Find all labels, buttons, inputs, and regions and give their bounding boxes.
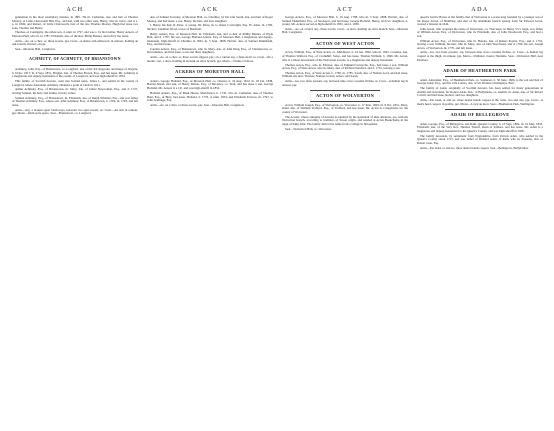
running-header: ACT [336, 7, 354, 13]
entry-paragraph: queen's Justice Baron of the family, that of Wolverton is a scion long founded by a younger son of Sir Roger Acton, of Bumbley, and that of the Aldenham branch sprung from Sir Edward Acton, created a baronet in 1644. [417, 15, 543, 27]
column [12, 5, 138, 425]
entry-paragraph: Arms—Gu. two lions passant, arg. between nine cross crosslets fitchée, or. Crest—A human leg in armour, ppr. [282, 79, 408, 87]
section-title: ACHMUTY, OF ACHMUTY, OF BRIANSTOWN [29, 57, 121, 62]
entry-paragraph: Arms—Per bend, or and az., three dexter hands couped. Seat—Bellegrove, Ballybrittas. [420, 145, 529, 150]
section-title: ACKERS OF MORETON HALL [175, 69, 245, 75]
entry-paragraph: Samuel Achmuty, Esq., of Brianstown, m. Elizabeth, dau. of Ralph Whistler, Esq., and was father of Thomas Achmuty, Esq., whose son, John Achmuty, Esq., of Brianstown, b. 1766, m. 1793, and left issue. [12, 95, 138, 107]
section-title: ADAIR OF HEATHERTON PARK [443, 68, 517, 74]
entry-paragraph: I. Henry, his heir. II. Peter, d. young. III. Mary, m. to James Cartwright, Esq. IV. Anne, m. 1790, the Rev. Jonathan Wood, rector of Bradwall. [147, 23, 273, 31]
entry-paragraph: Seat—Wolverton Hall, co. Worcester. [285, 126, 332, 131]
section-rule [310, 101, 380, 102]
entry-paragraph: Arms—Arg. a broken spear bend-ways, between two spur-rowels, az. Crest—An arm in armour, ppr. Motto—Dum spiro spero. Seat—Brianstown, co. Longford. [12, 107, 138, 116]
entry-paragraph: The Actons, whose antiquity of descent is equalled by the splendour of their alliances, are, with the Wolverton branch, according to tradition, of Saxon origin, and resided at Acton Beauchamp in the reign of King John. The family derived its name from a village in Shropshire. [282, 114, 408, 126]
entry-paragraph: dau. of Samuel Townley, of Moreton Hall, co. Cheshire, by his wife Sarah, dau. and heir of Roger Mosley, and had issue, a son, Henry, his heir, and four daughters. [147, 15, 273, 23]
entry-paragraph: Henry Ackers, Esq. of Moreton Hall, m. Elizabeth, dau. and co-heir of Phillip Bennet, of Hyde Hall, and d. 1787; his son, George Holland Ackers, Esq. of Moreton Hall, a magistrate and deputy-lieutenant, high-sheriff of Cheshire in 1832, m. 5 Sept. 1808, Harriet, dau. of Samuel Dukinfield, Esq., and had issue. [147, 31, 273, 47]
entry-paragraph: Arms—Gu. two lions passant, arg. between nine cross crosslets fitchée, or. Crest—A human leg couped at the thigh, in armour, ppr. Motto—Vaillance avance l'homme. Seat—Wolverton Hall, near Pershore. [417, 50, 543, 62]
entry-paragraph: William Acton, Esq., of Wolverton, who m. Helena, dau. of Robert Poyntz, Esq., and d. 1719, leaving a son, William, his heir, who m. Mary, dau. of John Woodward, and d. 1760; his son, Joseph Acton, of Wolverton, m. 1770, and left issue. [417, 38, 543, 50]
section-rule [445, 76, 515, 77]
entry-paragraph: Arms—Az. on a chev. or, three acorns slipped, ppr.; on a canton arg. a fleur-de-lis sa. Crest—On a mount, vert, a dove, holding in its beak an olive branch, ppr. Motto—Virtute et labore. [147, 55, 273, 63]
section-heading [282, 38, 408, 50]
entry-paragraph: This family, of Scottish descent, went into Ireland temp. James I., and settled in the county of Longford, where Alexander Achmuty obtained a grant of lands in 1621. [12, 79, 138, 87]
entry-paragraph: Arms—Az. on a bend, arg., three acorns. Crest—A dove, holding an olive branch. Seat—Moreton Hall, Congleton. [282, 26, 408, 35]
section-rule [175, 66, 245, 67]
entry-intro: Adair, Alexander, Esq., of Heatherton Park, co. Somerset, b. 30 June, 1826, is the son and heir of George Adair, Esq., and his wife Louisa, dau. of Sir Thomas Champneys, Bart. [417, 77, 543, 86]
section-heading [417, 109, 543, 121]
section-heading [147, 66, 273, 78]
section-rule [310, 48, 380, 49]
entry-paragraph: The family of Adair, originally of Scottish descent, has been settled for many generations in Antrim and in Ireland. Sir Robert Adair, Knt., of Ballymena, co. Antrim, m. Anne, dau. of Sir Robert Colvill, and had issue, Robert, and two daughters. [417, 86, 543, 98]
entry-paragraph: George Ackers, Esq., of Moreton Hall, b. 19 Aug. 1788, who m. 5 Sept. 1808, Harriet, dau. of Samuel Dukinfield, Esq., of Stockport, and had issue, George Holland, Henry, and two daughters, d. young. Mr. Ackers served as high-sheriff in 1832, and d. 1836. [282, 15, 408, 27]
entry-paragraph: Arms—Per bend, or and az., three dexter hands couped at the wrist, two and one, ppr. Crest—A man's head couped, in profile, ppr. Motto—Loyal au mort. Seat—Heatherton Park, Wellington. [417, 98, 543, 106]
column [282, 5, 408, 425]
section-heading [417, 65, 543, 77]
entry-paragraph: Arms—Az. on a chev. or, three acorns, ppr. Crest—A dexter arm embowed, in armour, holding an oak branch, fructed, all ppr. [12, 38, 138, 47]
entry-paragraph: John Acton, who acquired the estate of Wolverton, co. Worcester, in Henry VI.'s reign, was father of William Acton, Esq., of Wolverton, who m. Elizabeth, dau. of John Woodward, Esq., and had a son. [417, 26, 543, 38]
running-header: ADA [471, 7, 489, 13]
entry-paragraph: Thomas Acton, Esq., who m. Eleanor, dau. of Edmund Lutwyche, Esq., had issue a son, William Acton, Esq., of West Acton, who m. Mary, dau. of Richard Stanford, and d. 1761, leaving a son. [282, 62, 408, 71]
section-heading [12, 54, 138, 66]
section-rule [40, 54, 110, 55]
entry-paragraph: The family descends, by settlement from Wigtonshire, from Patrick Adair, who settled in the Queen's County about 1715, and was father of Richard Adair, of Rath, who m. Susanna, dau. of Robert Gale, Esq. [417, 133, 543, 145]
section-rule [445, 120, 515, 121]
section-rule [175, 77, 245, 78]
entry-intro: Adair, George, Esq., of Bellegrove, and Rath, Queen's County, b. 13 Sept. 1804, m. 16 May, 1833, Elizabeth, dau. of the Very Rev. Thomas Trench, Dean of Kildare, and has issue. Mr. Adair is a magistrate and deputy-lieutenant for the Queen's County, and was high-sheriff in 1836. [417, 121, 543, 133]
entry-intro: Acton, William, Esq., of West Acton, co. Middlesex, b. 24 Jan. 1820, who m. 1845, Caroline, dau. of Thomas Walford, Esq., of Cronkhill, Salop, and has issue, Thomas William, b. 1846. Mr. Acton, who is a lineal descendant of the Wolverton Actons, is a magistrate and deputy-lieutenant. [282, 50, 408, 62]
running-header: ACK [201, 7, 219, 13]
section-heading [282, 90, 408, 102]
entry-intro: Ackers, George Holland, Esq., of Moreton Hall, co. Chester, b. 19 Aug. 1812; m. 18 Jan. 1838, Harriet-Susan, 2nd dau. of Henry Dalton, Esq., of Beverley, co. York, and has issue a son, George Holland. Mr. Ackers is a J.P., and was high-sheriff in 1852. [147, 78, 273, 90]
entry-paragraph: Arms—Az. on a chev. or three acorns, ppr. Seat—Moreton Hall, Congleton. [150, 102, 245, 107]
column [417, 5, 543, 425]
running-header: ACH [66, 7, 84, 13]
column [147, 5, 273, 425]
section-rule [310, 90, 380, 91]
entry-paragraph: Captain Ackers, Esq., of Brianstown, who m. Mary, dau. of John King, Esq., of Charlestown, co. Roscommon, and had issue, a son and three daughters. [147, 46, 273, 55]
section-rule [445, 109, 515, 110]
section-rule [310, 38, 380, 39]
section-title: ADAIR OF BELLEGROVE [450, 112, 510, 118]
section-rule [40, 65, 110, 66]
entry-paragraph: Thomas, of Coningsby, the eldest son, d. unm. in 1797, and was s. by his brother, Henry Ackers, of Moreton Hall, who m. in 1787, Elizabeth, dau. of the Rev. Philip Bennet, and left by her issue. [12, 30, 138, 38]
entry-intro: Achmuty, John, Esq., of Brianstown, co. Longford, late of the 3rd dragoons, and major of brigade, b. 6 Dec. 1817; m. 9 Sept. 1851, Bridget, dau. of Thomas Brown, Esq., and has issue. Mr. Achmuty is a magistrate and deputy-lieutenant of the county of Longford, and was high-sheriff in 1834. [12, 66, 138, 79]
entry-paragraph: Holland Ackers, Esq., of Bank House, Manchester, b. 1745, who m. Catherine, dau. of Thomas Bent, Esq., of Bury, had issue, Holland, b. 1776, d. unm. 1834; and Elizabeth Frances, m. 1797, to John Armitage, Esq. [147, 90, 273, 103]
entry-paragraph: Seat—Moreton Hall, Congleton. [15, 46, 56, 51]
entry-intro: Acton, William Joseph, Esq., of Wolverton, co. Worcester, b. 17 June, 1803; m. 9 Oct. 1831, Mary, eldest dau. of William Trafford, Esq., of Trafford, and has issue. Mr. Acton is a magistrate for the county of Worcester. [282, 102, 408, 114]
book-page [12, 5, 546, 425]
entry-paragraph: gentleman in the most exemplary manner, in 1801. He m. Catherine, dau. and heir of Thomas Mosley, of Little Chatsworth Hill, Esq., and had, with two other sons, Henry, who m. twice, and d. s. p. in 1849; and Robert, of Little Chatsworth, heir of the late Thomas Mosley. Hugh had issue two sons, Thomas and Henry. [12, 15, 138, 30]
section-title: ACTON OF WEST ACTON [315, 40, 375, 46]
entry-paragraph: Arthur Achmuty, Esq., of Brianstown, m. Mary, dau. of James Newcomen, Esq., and d. 1727, leaving Samuel, his heir; and Arthur, in holy orders. [12, 87, 138, 95]
section-rule [445, 65, 515, 66]
section-title: ACTON OF WOLVERTON [315, 93, 375, 99]
entry-paragraph: Thomas Acton, Esq., of West Acton, b. 1760, m. 1785, Sarah, dau. of Nathan Lord, and had issue, William, his heir; Thomas; Nathan, in holy orders; and Sarah. [282, 70, 408, 79]
